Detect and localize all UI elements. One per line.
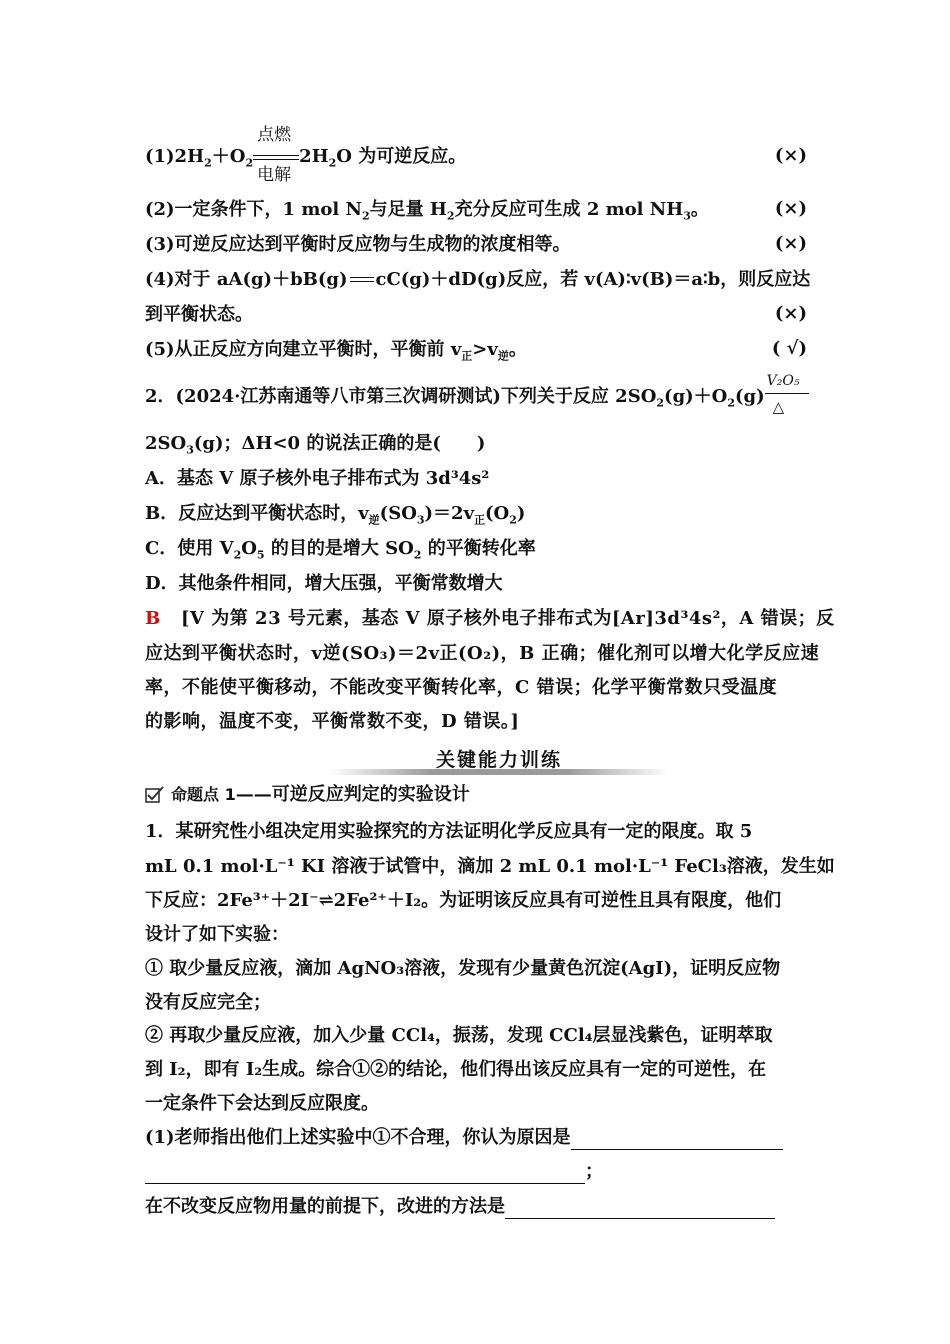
q1-part-1 xyxy=(145,1126,807,1150)
s5-b: >v xyxy=(472,339,498,360)
qb-s1: 逆 xyxy=(368,513,380,527)
q1-line-6: 没有反应完全； xyxy=(145,992,271,1013)
q1-line-9: 一定条件下会达到反应限度。 xyxy=(145,1093,379,1114)
heat-symbol: △ xyxy=(772,398,785,416)
topic-text: ——可逆反应判定的实验设计 xyxy=(235,784,470,805)
qb-e: ) xyxy=(516,503,526,524)
topic-label: 命题点 1 xyxy=(171,785,236,804)
q2-stem-a: 2．(2024·江苏南通等八市第三次调研测试)下列关于反应 2SO xyxy=(145,386,657,407)
s5-a: (5)从正反应方向建立平衡时，平衡前 v xyxy=(145,339,462,360)
s1-tail: O 为可逆反应。 xyxy=(336,146,467,167)
s5-sub2: 逆 xyxy=(497,349,509,363)
judgement-mark-1: (×) xyxy=(774,145,807,166)
catalyst-condition-arrow xyxy=(765,373,809,416)
statement-3: (3)可逆反应达到平衡时反应物与生成物的浓度相等。 xyxy=(145,234,571,255)
statement-2 xyxy=(145,198,807,222)
s2-c: 充分反应可生成 2 mol NH xyxy=(454,199,684,220)
qc-s3: 2 xyxy=(413,548,422,562)
judgement-mark-4: (×) xyxy=(774,303,807,324)
q1-part2-text: 在不改变反应物用量的前提下，改进的方法是 xyxy=(145,1196,505,1217)
q1-line-5: ① 取少量反应液，滴加 AgNO₃溶液，发现有少量黄色沉淀(AgI)，证明反应物 xyxy=(145,958,781,979)
q2-stem xyxy=(145,373,807,416)
checkbox-icon xyxy=(145,786,165,804)
qb-s4: 2 xyxy=(509,513,517,527)
q2-option-d: D．其他条件相同，增大压强，平衡常数增大 xyxy=(145,573,503,594)
s1-text: (1)2H xyxy=(145,146,205,167)
s4-c: cC(g)＋dD(g)反应，若 v(A)∶v(B)＝a∶b，则反应达 xyxy=(375,269,811,290)
q2-l2-b: (g)；ΔH<0 的说法正确的是( ) xyxy=(193,433,486,454)
arrow-above-label: 点燃 xyxy=(257,125,292,145)
qc-s1: 2 xyxy=(233,548,242,562)
q1-line-4: 设计了如下实验： xyxy=(145,924,289,945)
s5-sub1: 正 xyxy=(461,349,473,363)
s2-a: (2)一定条件下，1 mol N xyxy=(145,199,362,220)
arrow-line xyxy=(253,155,299,156)
q2-sub2: 2 xyxy=(727,396,736,410)
q1-line-8: 到 I₂，即有 I₂生成。综合①②的结论，他们得出该反应具有一定的可逆性，在 xyxy=(145,1059,767,1080)
s1-sub2: 2 xyxy=(245,156,254,170)
s1-mid: ＋O xyxy=(211,146,246,167)
q2-option-b xyxy=(145,502,807,526)
q1-part-2 xyxy=(145,1195,807,1219)
qc-b: O xyxy=(241,538,257,559)
q2-stem-line2 xyxy=(145,432,807,456)
s4-b: aA(g)＋bB(g) xyxy=(216,269,348,290)
statement-1 xyxy=(145,125,807,185)
qb-s3: 正 xyxy=(474,513,486,527)
equilibrium-arrow-icon xyxy=(348,273,376,287)
catalyst-label: V₂O₅ xyxy=(766,373,800,389)
statement-5 xyxy=(145,338,807,362)
q2-stem-b: (g)＋O xyxy=(664,386,728,407)
qc-s2: 5 xyxy=(256,548,265,562)
s1-sub3: 2 xyxy=(328,156,337,170)
q2-option-c xyxy=(145,537,807,561)
arrow-line-2 xyxy=(253,159,299,160)
s2-b: 与足量 H xyxy=(369,199,447,220)
answer-blank-3[interactable] xyxy=(505,1198,775,1219)
answer-blank-2[interactable] xyxy=(145,1163,585,1184)
q1-line-1: 1．某研究性小组决定用实验探究的方法证明化学反应具有一定的限度。取 5 xyxy=(145,821,753,842)
answer-key: B xyxy=(145,608,161,629)
condition-line xyxy=(765,393,809,394)
answer-blank-1[interactable] xyxy=(571,1129,783,1150)
q2-explanation-2: 应达到平衡状态时，v逆(SO₃)＝2v正(O₂)，B 正确；催化剂可以增大化学反应速 xyxy=(145,643,820,664)
qb-a: B．反应达到平衡状态时，v xyxy=(145,503,369,524)
q1-part1-end: ； xyxy=(585,1161,603,1182)
qb-b: (SO xyxy=(379,503,417,524)
q1-line-7: ② 再取少量反应液，加入少量 CCl₄，振荡，发现 CCl₄层显浅紫色，证明萃取 xyxy=(145,1025,773,1046)
statement-4 xyxy=(145,268,811,292)
reversible-condition-arrow xyxy=(253,125,299,185)
judgement-mark-3: (×) xyxy=(774,233,807,254)
judgement-mark-5: ( √) xyxy=(771,338,807,359)
section-title: 关键能力训练 xyxy=(435,749,562,771)
qb-d: (O xyxy=(485,503,510,524)
statement-4-line2: 到平衡状态。 xyxy=(145,304,253,325)
s2-sub2: 2 xyxy=(446,209,455,223)
q2-option-a: A．基态 V 原子核外电子排布式为 3d³4s² xyxy=(145,468,490,489)
q1-line-3: 下反应：2Fe³⁺＋2I⁻⇌2Fe²⁺＋I₂。为证明该反应具有可逆性且具有限度，他们 xyxy=(145,890,782,911)
q2-l2-a: 2SO xyxy=(145,433,187,454)
qc-d: 的平衡转化率 xyxy=(421,538,536,559)
q2-sub1: 2 xyxy=(656,396,665,410)
section-header xyxy=(330,745,668,775)
q2-explanation-3: 率，不能使平衡移动，不能改变平衡转化率，C 错误；化学平衡常数只受温度 xyxy=(145,677,778,698)
q1-part-1-cont xyxy=(145,1160,807,1184)
q1-part1-text: (1)老师指出他们上述实验中①不合理，你认为原因是 xyxy=(145,1127,571,1148)
s1-sub: 2 xyxy=(204,156,212,170)
s5-c: 。 xyxy=(508,339,527,360)
s2-d: 。 xyxy=(690,199,709,220)
qb-s2: 3 xyxy=(416,513,425,527)
q2-explanation-1 xyxy=(145,607,835,631)
s1-after: 2H xyxy=(299,146,329,167)
qb-c: )＝2v xyxy=(424,503,475,524)
q2-stem-c: (g) xyxy=(735,386,765,407)
topic-line xyxy=(145,783,807,807)
qc-a: C．使用 V xyxy=(145,538,234,559)
s2-sub3: 3 xyxy=(683,209,691,223)
qc-c: 的目的是增大 SO xyxy=(264,538,414,559)
q1-line-2: mL 0.1 mol·L⁻¹ KI 溶液于试管中，滴加 2 mL 0.1 mol·L⁻¹ FeCl₃溶液，发生如 xyxy=(145,856,835,877)
s2-sub1: 2 xyxy=(361,209,370,223)
q2-l2-sub: 3 xyxy=(186,443,194,457)
arrow-below-label: 电解 xyxy=(257,165,292,185)
q2-explanation-4: 的影响，温度不变，平衡常数不变，D 错误。] xyxy=(145,711,520,732)
explanation-text-1: [V 为第 23 号元素，基态 V 原子核外电子排布式为[Ar]3d³4s²，A 错误；反 xyxy=(181,608,835,629)
s4-a: (4)对于 xyxy=(145,269,217,290)
judgement-mark-2: (×) xyxy=(774,198,807,219)
